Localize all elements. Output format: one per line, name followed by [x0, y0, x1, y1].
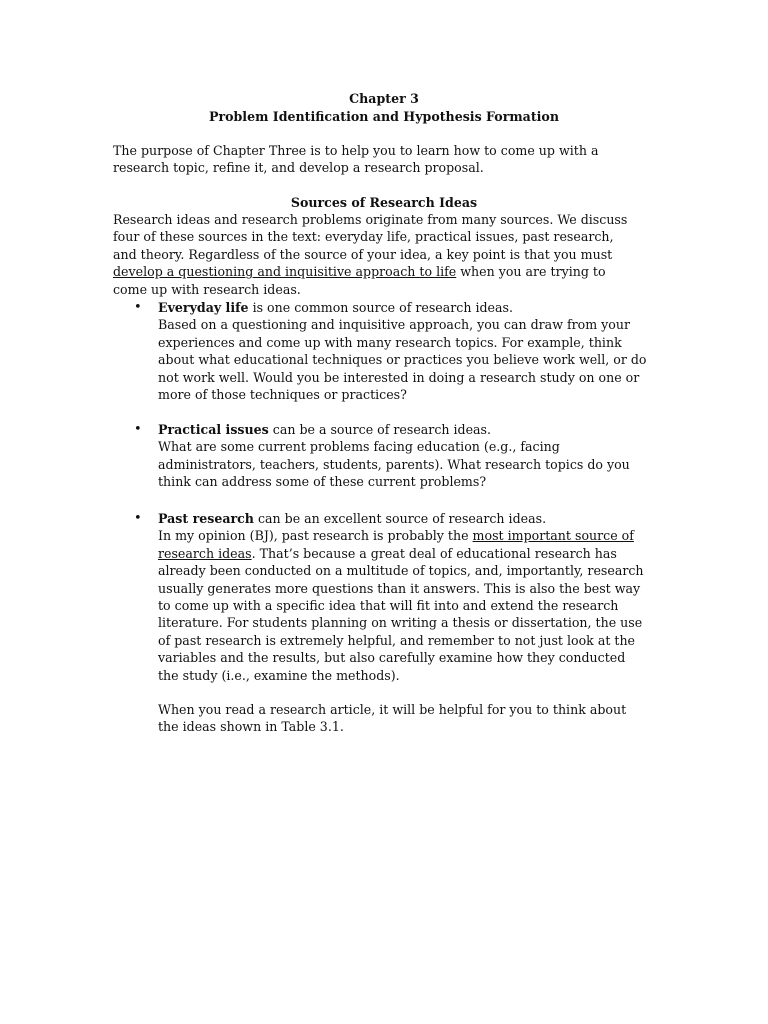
bullet-lead: is one common source of research ideas. — [248, 300, 513, 315]
bullet-body-end: . That’s because a great deal of educational research has already been conducted on a multitude of topics, and, importantly, research usually generates more questions than it answers. This is also the best way to come up with a specific idea that will fit into and extend the research literature. For students planning on writing a thesis or dissertation, the use of past research is extremely helpful, and remember to not just look at the variables and the results, but also carefully examine how they conducted the study (i.e., examine the methods). — [158, 545, 644, 683]
bullet-practical-issues — [134, 421, 648, 491]
bullet-term: Everyday life — [158, 300, 249, 315]
chapter-header — [0, 90, 768, 126]
sources-paragraph — [113, 211, 633, 298]
section-heading: Sources of Research Ideas — [290, 195, 478, 210]
bullet-body: Based on a questioning and inquisitive approach, you can draw from your experiences and come up with many research topics. For example, think about what educational techniques or practices you believe work well, or do not work well. Would you be interested in doing a research study on one or more of those techniques or practices? — [158, 317, 647, 403]
bullet-past-research — [134, 510, 648, 736]
bullet-body-start: In my opinion (BJ), past research is probably the — [158, 528, 473, 544]
intro-paragraph: The purpose of Chapter Three is to help you to learn how to come up with a research topic, refine it, and develop a research proposal. — [113, 143, 599, 176]
bullet-icon: • — [134, 422, 142, 437]
bullet-everyday-life — [134, 299, 648, 403]
bullet-term: Practical issues — [158, 422, 269, 437]
bullet-term: Past research — [158, 511, 254, 526]
bullet-lead: can be a source of research ideas. — [268, 422, 492, 437]
bullet-body — [158, 527, 648, 684]
chapter-number: Chapter 3 — [349, 91, 419, 106]
sources-text-underlined: develop a questioning and inquisitive approach to life — [113, 264, 457, 280]
bullet-followup-paragraph: When you read a research article, it will be helpful for you to think about the ideas shown in Table 3.1. — [158, 702, 627, 735]
bullet-body: What are some current problems facing education (e.g., facing administrators, teachers, students, parents). What research topics do you think can address some of these current problems? — [158, 439, 630, 490]
bullet-icon: • — [134, 300, 142, 315]
sources-text-end: when you are trying to come up with research ideas. — [113, 264, 606, 297]
bullet-lead-line — [158, 299, 648, 316]
bullet-lead: can be an excellent source of research ideas. — [253, 511, 547, 526]
bullet-body-underlined: most important source of research ideas — [158, 528, 634, 561]
bullet-lead-line — [158, 510, 648, 527]
bullet-lead-line — [158, 421, 648, 438]
sources-text-start: Research ideas and research problems originate from many sources. We discuss four of these sources in the text: everyday life, practical issues, past research, and theory. Regardless of the source of your idea, a key point is that you must — [113, 212, 628, 262]
bullet-icon: • — [134, 511, 142, 526]
chapter-title: Problem Identification and Hypothesis Formation — [208, 109, 559, 124]
